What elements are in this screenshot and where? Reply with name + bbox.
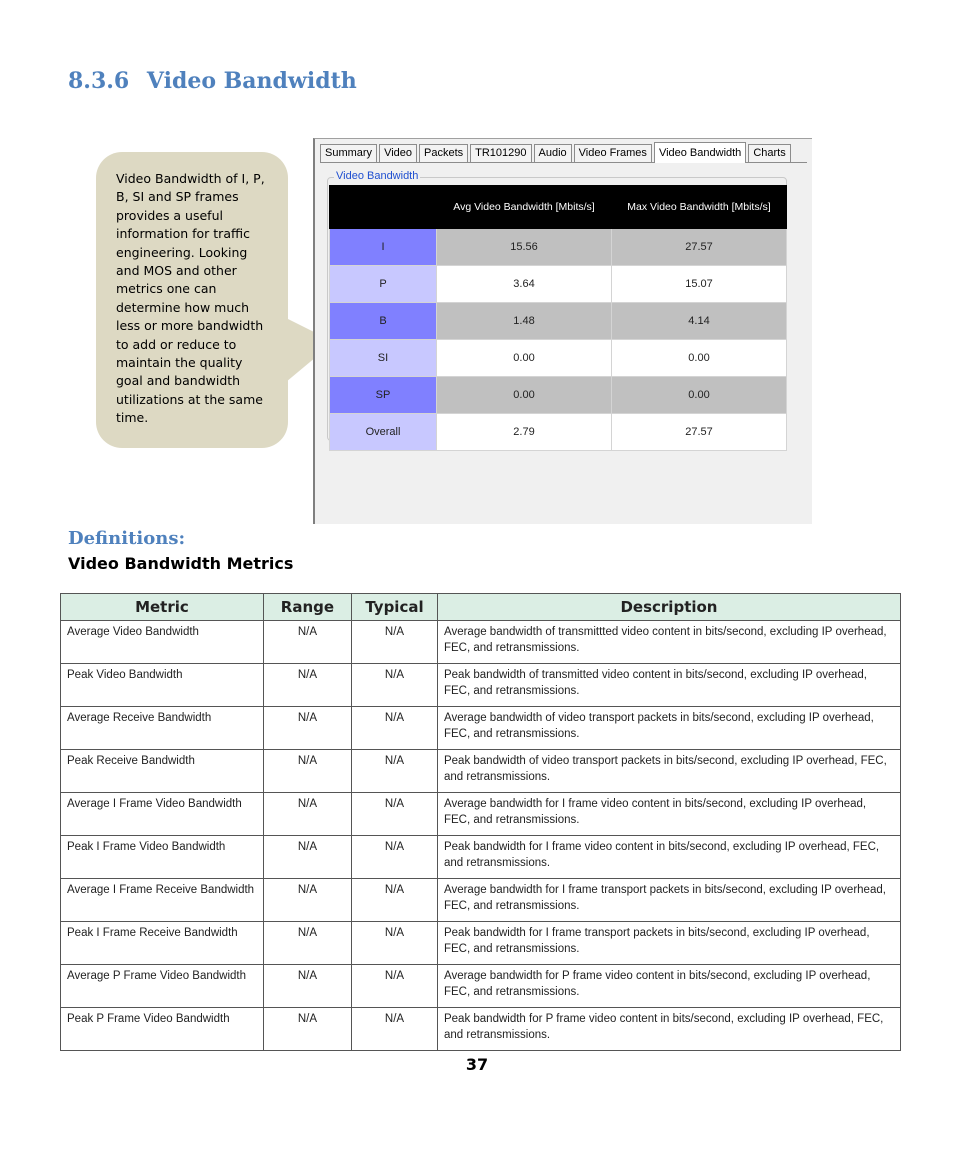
metrics-row bbox=[61, 750, 901, 793]
metric-cell: Peak I Frame Receive Bandwidth bbox=[61, 922, 264, 965]
metric-cell: Peak Video Bandwidth bbox=[61, 664, 264, 707]
header-avg-bandwidth: Avg Video Bandwidth [Mbits/s] bbox=[437, 186, 612, 229]
header-typical: Typical bbox=[351, 594, 437, 621]
description-cell: Peak bandwidth for P frame video content in bits/second, excluding IP overhead, FEC, and retransmissions. bbox=[437, 1008, 900, 1051]
callout-bubble bbox=[96, 152, 288, 448]
metrics-table bbox=[60, 593, 901, 1051]
frame-type-cell: SI bbox=[330, 340, 437, 377]
metrics-row bbox=[61, 922, 901, 965]
metric-cell: Average I Frame Video Bandwidth bbox=[61, 793, 264, 836]
tab-summary[interactable]: Summary bbox=[320, 144, 377, 162]
metrics-row bbox=[61, 879, 901, 922]
bandwidth-header-row bbox=[330, 186, 787, 229]
header-frame-type bbox=[330, 186, 437, 229]
header-range: Range bbox=[263, 594, 351, 621]
tab-tr101290[interactable]: TR101290 bbox=[470, 144, 531, 162]
metrics-row bbox=[61, 793, 901, 836]
avg-bandwidth-cell: 3.64 bbox=[437, 266, 612, 303]
metrics-row bbox=[61, 965, 901, 1008]
callout-text: Video Bandwidth of I, P, B, SI and SP frames provides a useful information for traffic engineering. Looking and MOS and other metrics one can determine how much less or more bandwidth to add or reduce to maintain the quality goal and bandwidth utilizations at the same time. bbox=[116, 171, 265, 426]
typical-cell: N/A bbox=[351, 965, 437, 1008]
definitions-subheading: Video Bandwidth Metrics bbox=[68, 554, 294, 573]
bandwidth-row bbox=[330, 303, 787, 340]
description-cell: Average bandwidth of transmittted video content in bits/second, excluding IP overhead, FEC, and retransmissions. bbox=[437, 621, 900, 664]
metric-cell: Average P Frame Video Bandwidth bbox=[61, 965, 264, 1008]
description-cell: Average bandwidth for I frame transport packets in bits/second, excluding IP overhead, FEC, and retransmissions. bbox=[437, 879, 900, 922]
typical-cell: N/A bbox=[351, 879, 437, 922]
metrics-header-row bbox=[61, 594, 901, 621]
tab-video-bandwidth[interactable]: Video Bandwidth bbox=[654, 142, 746, 163]
bandwidth-row bbox=[330, 229, 787, 266]
typical-cell: N/A bbox=[351, 1008, 437, 1051]
page-number: 37 bbox=[465, 1055, 489, 1074]
range-cell: N/A bbox=[263, 750, 351, 793]
typical-cell: N/A bbox=[351, 664, 437, 707]
tab-video[interactable]: Video bbox=[379, 144, 417, 162]
description-cell: Peak bandwidth for I frame transport packets in bits/second, excluding IP overhead, FEC, and retransmissions. bbox=[437, 922, 900, 965]
max-bandwidth-cell: 4.14 bbox=[612, 303, 787, 340]
description-cell: Average bandwidth for P frame video content in bits/second, excluding IP overhead, FEC, and retransmissions. bbox=[437, 965, 900, 1008]
metrics-row bbox=[61, 664, 901, 707]
max-bandwidth-cell: 0.00 bbox=[612, 340, 787, 377]
tab-bar bbox=[320, 144, 807, 163]
bandwidth-row bbox=[330, 377, 787, 414]
section-number: 8.3.6 bbox=[68, 68, 130, 94]
range-cell: N/A bbox=[263, 1008, 351, 1051]
max-bandwidth-cell: 27.57 bbox=[612, 229, 787, 266]
description-cell: Average bandwidth of video transport packets in bits/second, excluding IP overhead, FEC, and retransmissions. bbox=[437, 707, 900, 750]
description-cell: Peak bandwidth of transmitted video content in bits/second, excluding IP overhead, FEC, and retransmissions. bbox=[437, 664, 900, 707]
frame-type-cell: SP bbox=[330, 377, 437, 414]
description-cell: Peak bandwidth for I frame video content in bits/second, excluding IP overhead, FEC, and retransmissions. bbox=[437, 836, 900, 879]
range-cell: N/A bbox=[263, 664, 351, 707]
metric-cell: Peak P Frame Video Bandwidth bbox=[61, 1008, 264, 1051]
bandwidth-table bbox=[329, 185, 787, 451]
max-bandwidth-cell: 0.00 bbox=[612, 377, 787, 414]
avg-bandwidth-cell: 15.56 bbox=[437, 229, 612, 266]
frame-type-cell: I bbox=[330, 229, 437, 266]
header-metric: Metric bbox=[61, 594, 264, 621]
tab-video-frames[interactable]: Video Frames bbox=[574, 144, 652, 162]
tab-audio[interactable]: Audio bbox=[534, 144, 572, 162]
range-cell: N/A bbox=[263, 922, 351, 965]
section-title bbox=[68, 68, 357, 94]
section-title-text: Video Bandwidth bbox=[146, 68, 357, 94]
metrics-row bbox=[61, 1008, 901, 1051]
range-cell: N/A bbox=[263, 836, 351, 879]
app-screenshot bbox=[313, 138, 812, 524]
metrics-row bbox=[61, 621, 901, 664]
range-cell: N/A bbox=[263, 965, 351, 1008]
header-description: Description bbox=[437, 594, 900, 621]
frame-type-cell: B bbox=[330, 303, 437, 340]
description-cell: Peak bandwidth of video transport packets in bits/second, excluding IP overhead, FEC, and retransmissions. bbox=[437, 750, 900, 793]
header-max-bandwidth: Max Video Bandwidth [Mbits/s] bbox=[612, 186, 787, 229]
range-cell: N/A bbox=[263, 793, 351, 836]
max-bandwidth-cell: 27.57 bbox=[612, 414, 787, 451]
range-cell: N/A bbox=[263, 621, 351, 664]
avg-bandwidth-cell: 2.79 bbox=[437, 414, 612, 451]
metric-cell: Peak I Frame Video Bandwidth bbox=[61, 836, 264, 879]
metrics-row bbox=[61, 707, 901, 750]
metrics-row bbox=[61, 836, 901, 879]
metric-cell: Average Video Bandwidth bbox=[61, 621, 264, 664]
typical-cell: N/A bbox=[351, 750, 437, 793]
typical-cell: N/A bbox=[351, 922, 437, 965]
description-cell: Average bandwidth for I frame video content in bits/second, excluding IP overhead, FEC, and retransmissions. bbox=[437, 793, 900, 836]
bandwidth-row bbox=[330, 414, 787, 451]
tab-charts[interactable]: Charts bbox=[748, 144, 790, 162]
frame-type-cell: Overall bbox=[330, 414, 437, 451]
avg-bandwidth-cell: 1.48 bbox=[437, 303, 612, 340]
range-cell: N/A bbox=[263, 879, 351, 922]
typical-cell: N/A bbox=[351, 793, 437, 836]
metric-cell: Average Receive Bandwidth bbox=[61, 707, 264, 750]
range-cell: N/A bbox=[263, 707, 351, 750]
typical-cell: N/A bbox=[351, 836, 437, 879]
typical-cell: N/A bbox=[351, 621, 437, 664]
typical-cell: N/A bbox=[351, 707, 437, 750]
frame-type-cell: P bbox=[330, 266, 437, 303]
definitions-heading: Definitions: bbox=[68, 528, 186, 549]
bandwidth-row bbox=[330, 266, 787, 303]
bandwidth-row bbox=[330, 340, 787, 377]
tab-packets[interactable]: Packets bbox=[419, 144, 468, 162]
avg-bandwidth-cell: 0.00 bbox=[437, 340, 612, 377]
metric-cell: Peak Receive Bandwidth bbox=[61, 750, 264, 793]
metric-cell: Average I Frame Receive Bandwidth bbox=[61, 879, 264, 922]
group-label: Video Bandwidth bbox=[336, 170, 419, 182]
avg-bandwidth-cell: 0.00 bbox=[437, 377, 612, 414]
max-bandwidth-cell: 15.07 bbox=[612, 266, 787, 303]
